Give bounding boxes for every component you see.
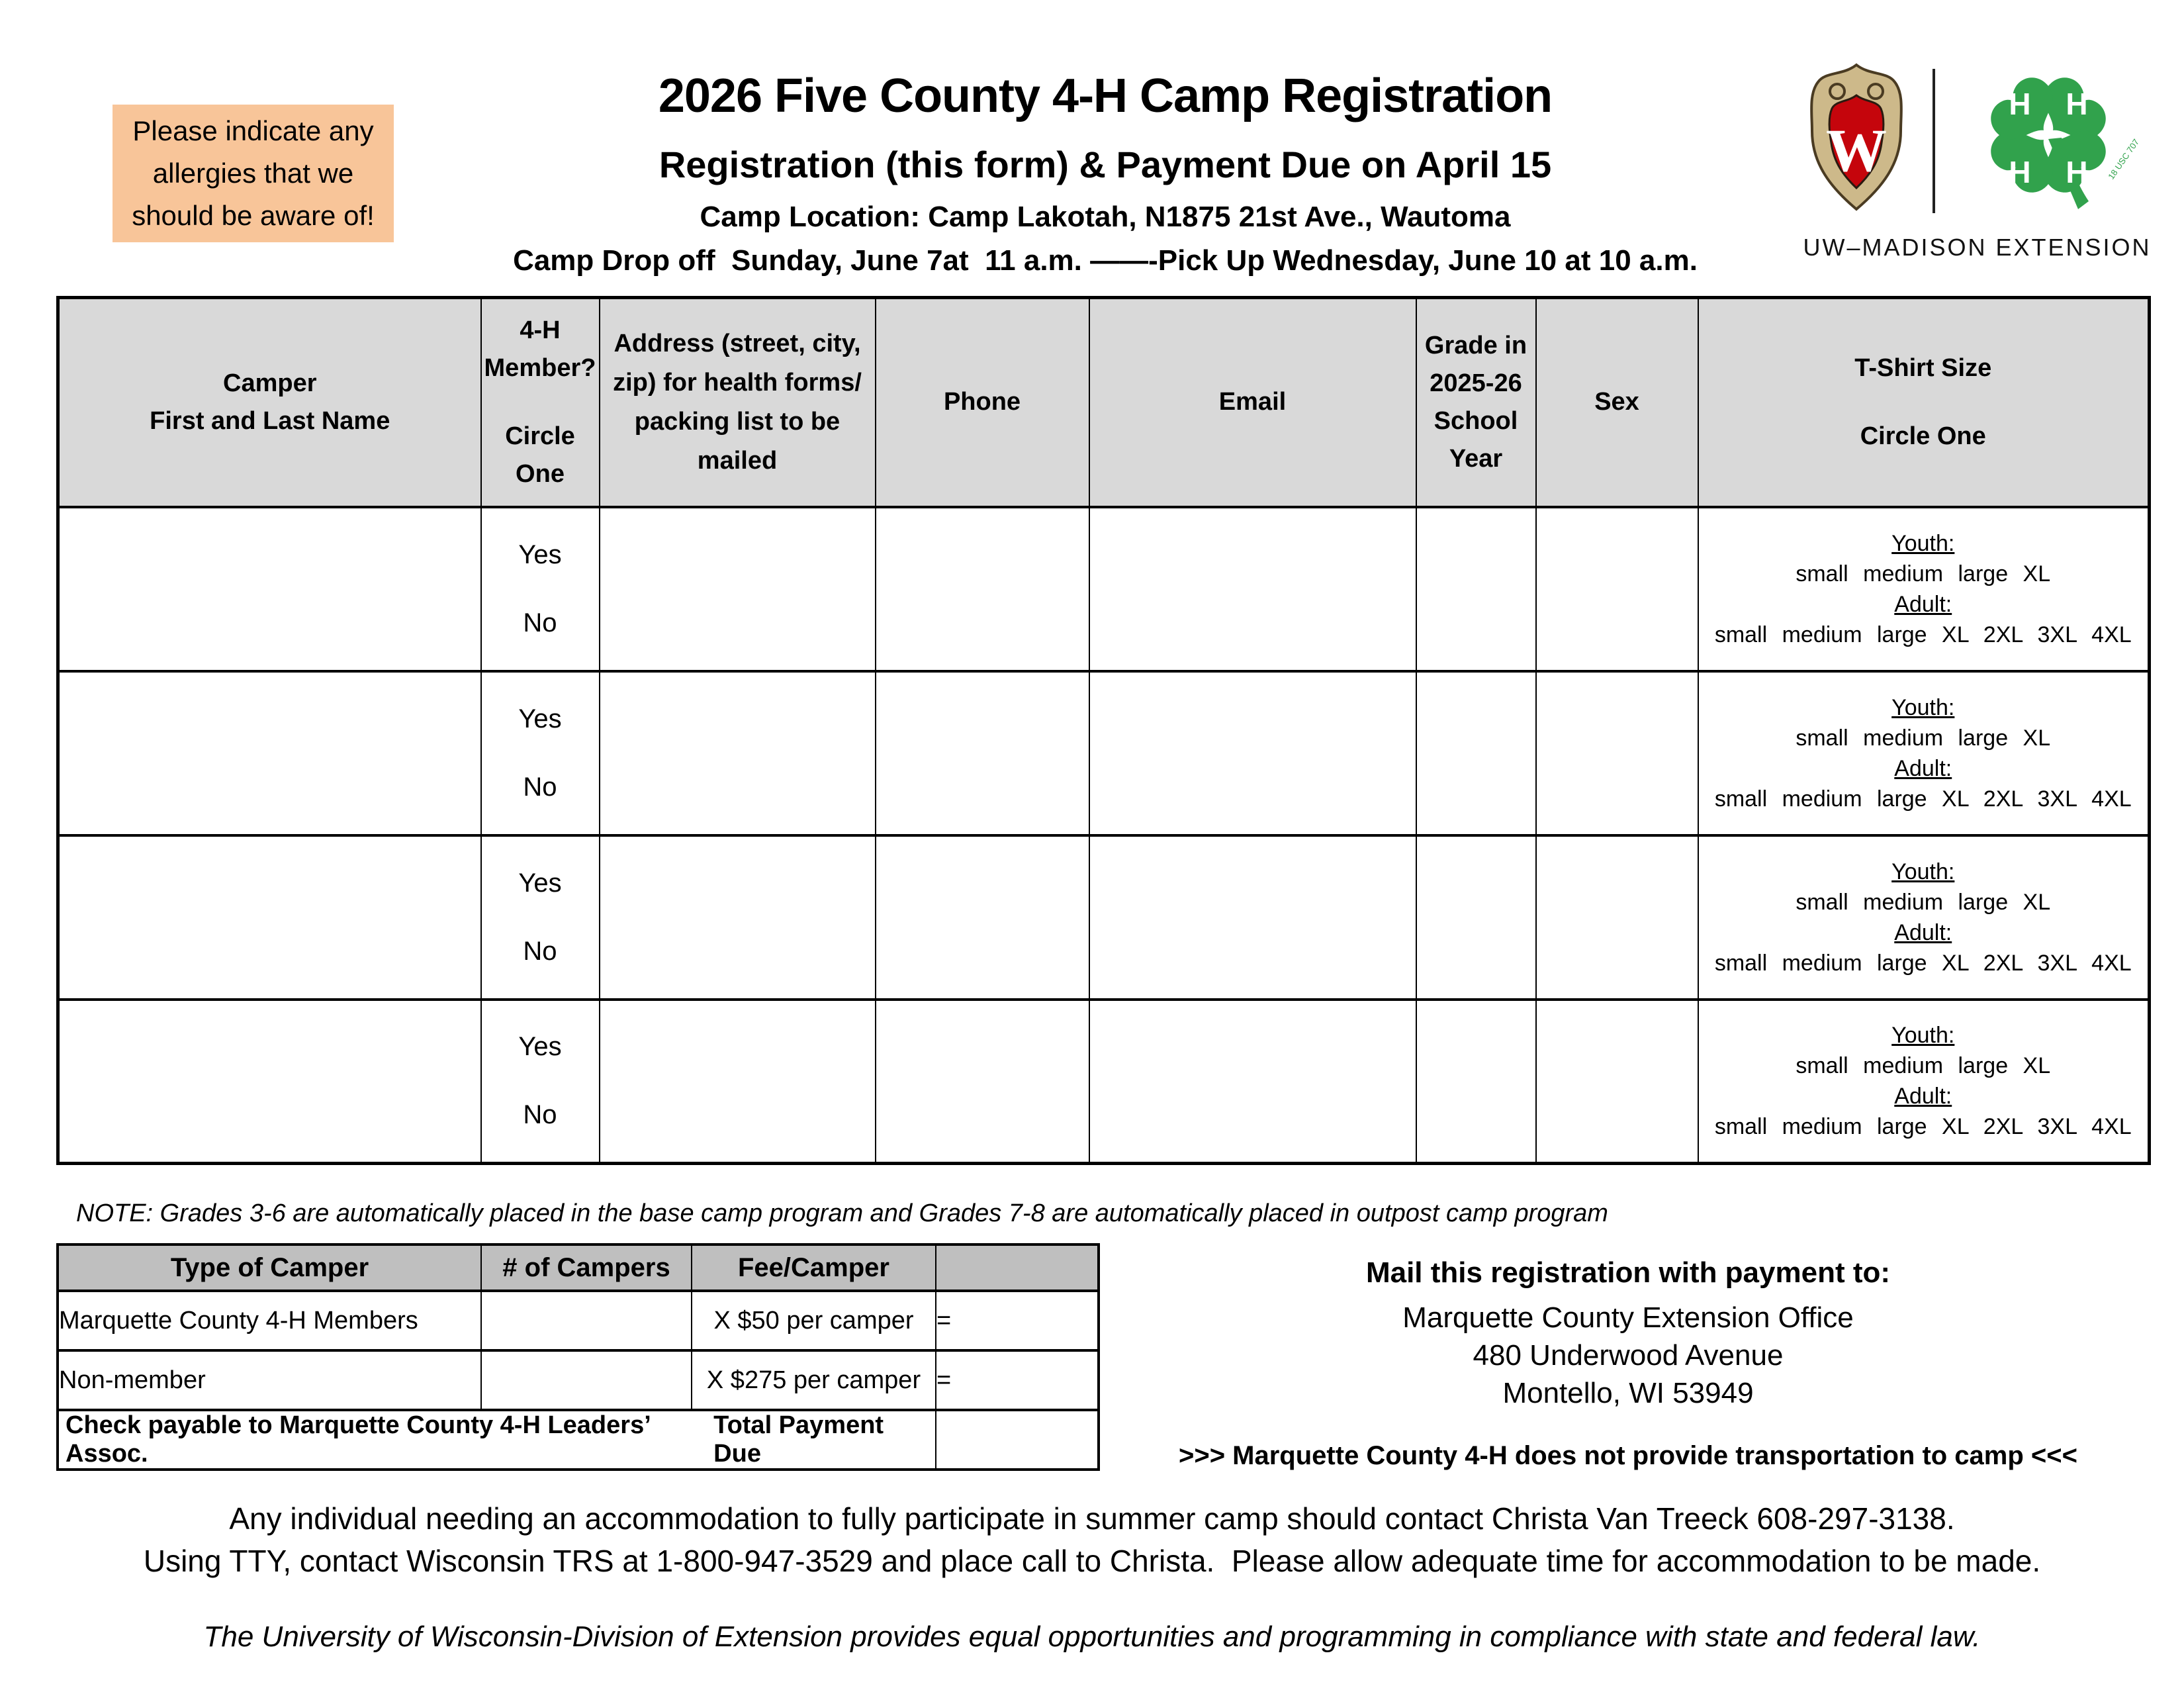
fee-header-row	[58, 1244, 1099, 1291]
grade-cell[interactable]	[1416, 671, 1536, 835]
grade-cell[interactable]	[1416, 835, 1536, 1000]
camper-name-cell[interactable]	[58, 1000, 481, 1164]
header-total-blank	[936, 1244, 1099, 1291]
camper-row	[58, 1000, 2150, 1164]
mail-street-line: 480 Underwood Avenue	[1473, 1339, 1784, 1372]
header-tshirt-size: T-Shirt Size Circle One	[1698, 298, 2150, 507]
due-date-subtitle: Registration (this form) & Payment Due on April 15	[659, 144, 1552, 185]
camper-row	[58, 835, 2150, 1000]
member-yes-option[interactable]: Yes	[518, 868, 562, 898]
logo-graphic	[1787, 57, 2167, 228]
youth-size-options[interactable]: small medium large XL	[1796, 561, 2051, 586]
adult-label: Adult:	[1894, 591, 1952, 617]
phone-cell[interactable]	[876, 835, 1089, 1000]
member-circle-cell	[481, 507, 600, 671]
camper-type-label: Marquette County 4-H Members	[58, 1291, 481, 1350]
fee-label: X $275 per camper	[692, 1350, 936, 1410]
form-header	[424, 69, 1787, 277]
accommodation-line-1: Any individual needing an accommodation to fully participate in summer camp should contact Christa Van Treeck 608-297-3138.	[229, 1501, 1955, 1536]
email-cell[interactable]	[1089, 1000, 1416, 1164]
email-cell[interactable]	[1089, 507, 1416, 671]
phone-cell[interactable]	[876, 671, 1089, 835]
mailing-info-block	[1099, 1256, 2158, 1471]
member-circle-cell	[481, 1000, 600, 1164]
fee-row-nonmember	[58, 1350, 1099, 1410]
adult-label: Adult:	[1894, 755, 1952, 781]
address-cell[interactable]	[600, 835, 876, 1000]
email-cell[interactable]	[1089, 671, 1416, 835]
sex-cell[interactable]	[1536, 507, 1698, 671]
phone-cell[interactable]	[876, 1000, 1089, 1164]
camp-schedule: Camp Drop off Sunday, June 7at 11 a.m. ——-Pick Up Wednesday, June 10 at 10 a.m.	[513, 244, 1698, 277]
member-no-option[interactable]: No	[523, 772, 557, 802]
mail-heading: Mail this registration with payment to:	[1365, 1256, 1891, 1289]
address-cell[interactable]	[600, 671, 876, 835]
uw-madison-extension-logo	[1787, 57, 2167, 261]
header-fee-per-camper: Fee/Camper	[692, 1244, 936, 1291]
youth-label: Youth:	[1891, 859, 1955, 884]
address-cell[interactable]	[600, 1000, 876, 1164]
header-grade: Grade in 2025-26 School Year	[1416, 298, 1536, 507]
total-payment-cell[interactable]	[936, 1410, 1099, 1470]
sex-cell[interactable]	[1536, 835, 1698, 1000]
header-address: Address (street, city, zip) for health forms/ packing list to be mailed	[600, 298, 876, 507]
grade-cell[interactable]	[1416, 507, 1536, 671]
sex-cell[interactable]	[1536, 671, 1698, 835]
fee-label: X $50 per camper	[692, 1291, 936, 1350]
equal-opportunity-statement: The University of Wisconsin-Division of Extension provides equal opportunities and programming in compliance with state and federal law.	[203, 1620, 1981, 1653]
youth-size-options[interactable]: small medium large XL	[1796, 889, 2051, 915]
adult-size-options[interactable]: small medium large XL 2XL 3XL 4XL	[1714, 622, 2132, 647]
check-payable-cell	[58, 1410, 936, 1470]
tshirt-cell	[1698, 671, 2150, 835]
four-h-clover-icon	[1983, 70, 2141, 209]
member-no-option[interactable]: No	[523, 608, 557, 637]
grade-placement-note: NOTE: Grades 3-6 are automatically placed in the base camp program and Grades 7-8 are automatically placed in outpost camp program	[76, 1199, 1608, 1227]
page-title: 2026 Five County 4-H Camp Registration	[658, 70, 1553, 122]
header-phone: Phone	[876, 298, 1089, 507]
equals-total-cell[interactable]: =	[936, 1291, 1099, 1350]
sex-cell[interactable]	[1536, 1000, 1698, 1164]
no-transportation-note: >>> Marquette County 4-H does not provide transportation to camp <<<	[1178, 1441, 2077, 1470]
clover-h-letter: H	[2066, 155, 2088, 189]
accommodation-line-2: Using TTY, contact Wisconsin TRS at 1-800-947-3529 and place call to Christa. Please allow adequate time for accommodation to be made.	[143, 1544, 2041, 1578]
num-campers-cell[interactable]	[481, 1291, 692, 1350]
table-header-row	[58, 298, 2150, 507]
clover-h-letter: H	[2066, 87, 2088, 121]
adult-size-options[interactable]: small medium large XL 2XL 3XL 4XL	[1714, 786, 2132, 812]
header-email: Email	[1089, 298, 1416, 507]
phone-cell[interactable]	[876, 507, 1089, 671]
logo-org-name: UW–MADISON EXTENSION	[1803, 234, 2152, 261]
header-4h-member: 4-H Member? Circle One	[481, 298, 600, 507]
mail-city-line: Montello, WI 53949	[1502, 1377, 1754, 1409]
payment-fee-table	[56, 1243, 1100, 1471]
youth-size-options[interactable]: small medium large XL	[1796, 725, 2051, 751]
camper-row	[58, 507, 2150, 671]
camper-name-cell[interactable]	[58, 507, 481, 671]
adult-label: Adult:	[1894, 1084, 1952, 1109]
camper-type-label: Non-member	[58, 1350, 481, 1410]
grade-cell[interactable]	[1416, 1000, 1536, 1164]
logo-divider	[1933, 69, 1935, 213]
fee-total-row	[58, 1410, 1099, 1470]
youth-size-options[interactable]: small medium large XL	[1796, 1053, 2051, 1079]
member-circle-cell	[481, 835, 600, 1000]
clover-h-letter: H	[2009, 155, 2031, 189]
total-payment-due-label: Total Payment Due	[713, 1411, 884, 1468]
tshirt-cell	[1698, 507, 2150, 671]
header-sex: Sex	[1536, 298, 1698, 507]
num-campers-cell[interactable]	[481, 1350, 692, 1410]
member-circle-cell	[481, 671, 600, 835]
camper-name-cell[interactable]	[58, 671, 481, 835]
header-camper-name: Camper First and Last Name	[58, 298, 481, 507]
header-type-of-camper: Type of Camper	[58, 1244, 481, 1291]
member-yes-option[interactable]: Yes	[518, 704, 562, 733]
tshirt-cell	[1698, 1000, 2150, 1164]
accommodation-notice	[0, 1497, 2184, 1582]
header-num-campers: # of Campers	[481, 1244, 692, 1291]
uw-crest-icon	[1811, 65, 1901, 209]
camper-row	[58, 671, 2150, 835]
youth-label: Youth:	[1891, 530, 1955, 556]
mail-office-line: Marquette County Extension Office	[1402, 1301, 1854, 1334]
member-yes-option[interactable]: Yes	[518, 1032, 562, 1062]
equals-total-cell[interactable]: =	[936, 1350, 1099, 1410]
adult-size-options[interactable]: small medium large XL 2XL 3XL 4XL	[1714, 1114, 2132, 1140]
camper-name-cell[interactable]	[58, 835, 481, 1000]
allergy-note: Please indicate any allergies that we should be aware of!	[113, 105, 394, 242]
adult-label: Adult:	[1894, 919, 1952, 945]
member-no-option[interactable]: No	[523, 936, 557, 966]
member-yes-option[interactable]: Yes	[518, 539, 562, 569]
member-no-option[interactable]: No	[523, 1100, 557, 1130]
youth-label: Youth:	[1891, 694, 1955, 720]
fee-row-members	[58, 1291, 1099, 1350]
email-cell[interactable]	[1089, 835, 1416, 1000]
usc-707-text: 18 USC 707	[2106, 137, 2142, 181]
clover-h-letter: H	[2009, 87, 2031, 121]
tshirt-cell	[1698, 835, 2150, 1000]
youth-label: Youth:	[1891, 1023, 1955, 1049]
crest-w-letter: W	[1826, 117, 1887, 184]
camper-registration-table	[56, 296, 2151, 1165]
check-payable-note: Check payable to Marquette County 4-H Leaders’ Assoc.	[66, 1411, 650, 1468]
address-cell[interactable]	[600, 507, 876, 671]
adult-size-options[interactable]: small medium large XL 2XL 3XL 4XL	[1714, 950, 2132, 976]
camp-location: Camp Location: Camp Lakotah, N1875 21st Ave., Wautoma	[700, 201, 1511, 233]
